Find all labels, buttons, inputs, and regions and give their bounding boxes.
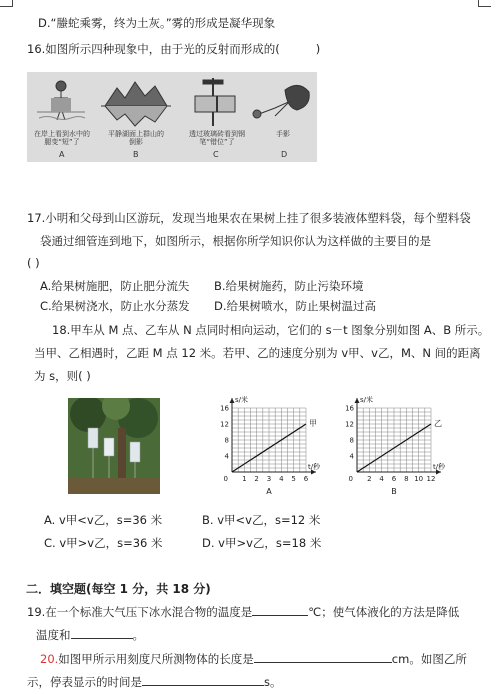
q20-blank-1[interactable] xyxy=(254,650,392,663)
chart-b-origin-label: 0 xyxy=(348,475,353,483)
chart-a-y-tick-label: 4 xyxy=(224,452,229,461)
q18-option-b: B. v甲<v乙，s=12 米 xyxy=(202,513,321,527)
chart-a-x-tick-label: 1 xyxy=(242,475,247,483)
q16-stem-text: 16.如图所示四种现象中，由于光的反射而形成的( xyxy=(27,42,280,56)
chart-a-x-tick-label: 5 xyxy=(291,475,296,483)
q18-option-c: C. v甲>v乙，s=36 米 xyxy=(44,536,163,550)
figure-a-caption: 在岸上看到水中的腿变“短”了 xyxy=(34,130,90,146)
figure-a-person-in-water xyxy=(37,81,85,120)
chart-b-x-tick-label: 8 xyxy=(404,475,409,483)
figure-d-caption: 手影 xyxy=(276,130,290,138)
q19-line-1 xyxy=(27,603,459,620)
chart-a-y-tick-label: 8 xyxy=(224,436,229,445)
q17-line-2: 袋通过细管连到地下，如图所示，根据你所学知识你认为这样做的主要目的是 xyxy=(40,234,431,248)
chart-b-y-tick-label: 12 xyxy=(345,420,354,429)
chart-b-y-axis-label: s/米 xyxy=(360,396,374,404)
chart-a-x-tick-label: 3 xyxy=(266,475,272,483)
chart-b-y-tick-label: 8 xyxy=(349,436,354,445)
figure-c-letter: C xyxy=(213,150,219,159)
q19-text-2: ℃；使气体液化的方法是降低 xyxy=(308,605,460,619)
q16-stem-end: ) xyxy=(315,42,321,56)
q20-text-1: 如图甲所示用刻度尺所测物体的长度是 xyxy=(58,652,254,666)
chart-b-y-tick-label: 16 xyxy=(345,404,354,413)
chart-b-x-tick-label: 2 xyxy=(367,475,372,483)
chart-b-x-tick-label: 4 xyxy=(379,475,384,483)
q17-option-c: C.给果树浇水，防止水分蒸发 xyxy=(40,299,190,313)
chart-b-x-tick-label: 10 xyxy=(414,475,424,483)
q19-blank-1[interactable] xyxy=(252,603,308,616)
q18-line-2: 当甲、乙相遇时，乙距 M 点 12 米。若甲、乙的速度分别为 v甲、v乙，M、N 间的距离 xyxy=(34,346,481,360)
q20-line-1 xyxy=(40,650,467,667)
q20-line-2 xyxy=(27,673,282,690)
chart-a-y-tick-label: 16 xyxy=(220,404,229,413)
corner-mark-top-right xyxy=(478,0,491,7)
chart-b-y-arrow xyxy=(355,398,360,403)
q20-text-2: cm。如图乙所 xyxy=(391,652,467,666)
q19-line-2 xyxy=(36,626,144,643)
section-2-heading: 二．填空题(每空 1 分，共 18 分) xyxy=(26,582,211,596)
q17-tree-bags-photo xyxy=(68,398,160,494)
chart-a-series-label: 甲 xyxy=(309,419,317,428)
figure-c-glass-pen xyxy=(195,78,235,126)
q17-option-a: A.给果树施肥，防止肥分流失 xyxy=(40,279,190,293)
chart-b-x-axis-label: t/秒 xyxy=(433,463,446,471)
chart-b-x-tick-label: 6 xyxy=(391,475,397,483)
chart-b-y-tick-label: 4 xyxy=(349,452,354,461)
q16-figures-illustration xyxy=(27,72,317,162)
figure-b-caption: 平静湖面上群山的倒影 xyxy=(108,130,164,146)
chart-a xyxy=(210,396,325,496)
tree-bags-illustration xyxy=(68,398,160,494)
q17-option-b: B.给果树施药，防止污染环境 xyxy=(214,279,364,293)
q19-text-3: 温度和 xyxy=(36,628,71,642)
figure-a-letter: A xyxy=(59,150,65,159)
q20-text-4: s。 xyxy=(264,675,282,689)
chart-a-x-axis-label: t/秒 xyxy=(308,463,321,471)
q20-text-3: 示，停表显示的时间是 xyxy=(27,675,142,689)
q18-line-1: 18.甲车从 M 点、乙车从 N 点同时相向运动，它们的 s－t 图象分别如图 A、B 所示。 xyxy=(52,323,490,337)
chart-a-origin-label: 0 xyxy=(223,475,228,483)
chart-a-x-tick-label: 4 xyxy=(279,475,284,483)
corner-mark-top-left xyxy=(0,0,13,7)
chart-b-x-tick-label: 12 xyxy=(426,475,436,483)
chart-a-x-tick-label: 6 xyxy=(303,475,309,483)
chart-b-series-label: 乙 xyxy=(434,419,442,428)
q18-option-d: D. v甲>v乙，s=18 米 xyxy=(202,536,322,550)
q20-blank-2[interactable] xyxy=(142,673,264,686)
figure-d-letter: D xyxy=(281,150,288,159)
q17-option-d: D.给果树喷水，防止果树温过高 xyxy=(214,299,377,313)
q15-option-d: D.“螣蛇乘雾，终为土灰。”雾的形成是凝华现象 xyxy=(38,16,276,30)
figure-b-letter: B xyxy=(133,150,139,159)
q16-figure-panel xyxy=(27,72,317,162)
figure-d-hand-shadow xyxy=(253,85,309,118)
q18-line-3: 为 s，则( ) xyxy=(34,369,91,383)
q19-blank-2[interactable] xyxy=(71,626,133,639)
q19-text-1: 19.在一个标准大气压下冰水混合物的温度是 xyxy=(27,605,253,619)
figure-b-mountain-reflection xyxy=(101,82,171,126)
q18-option-a: A. v甲<v乙，s=36 米 xyxy=(44,513,163,527)
figure-c-caption: 透过玻璃砖看到钢笔“错位”了 xyxy=(189,130,245,146)
chart-b-figure-letter: B xyxy=(391,487,397,496)
chart-a-x-tick-label: 2 xyxy=(254,475,259,483)
chart-a-y-tick-label: 12 xyxy=(220,420,229,429)
chart-b xyxy=(335,396,450,496)
chart-a-y-axis-label: s/米 xyxy=(235,396,249,404)
q17-line-3: ( ) xyxy=(27,256,40,270)
q16-stem xyxy=(27,41,320,57)
q19-text-4: 。 xyxy=(132,628,144,642)
chart-a-y-arrow xyxy=(230,398,235,403)
q17-line-1: 17.小明和父母到山区游玩，发现当地果农在果树上挂了很多装液体塑料袋，每个塑料袋 xyxy=(27,211,471,225)
q20-number: 20. xyxy=(40,652,59,666)
chart-a-figure-letter: A xyxy=(266,487,272,496)
